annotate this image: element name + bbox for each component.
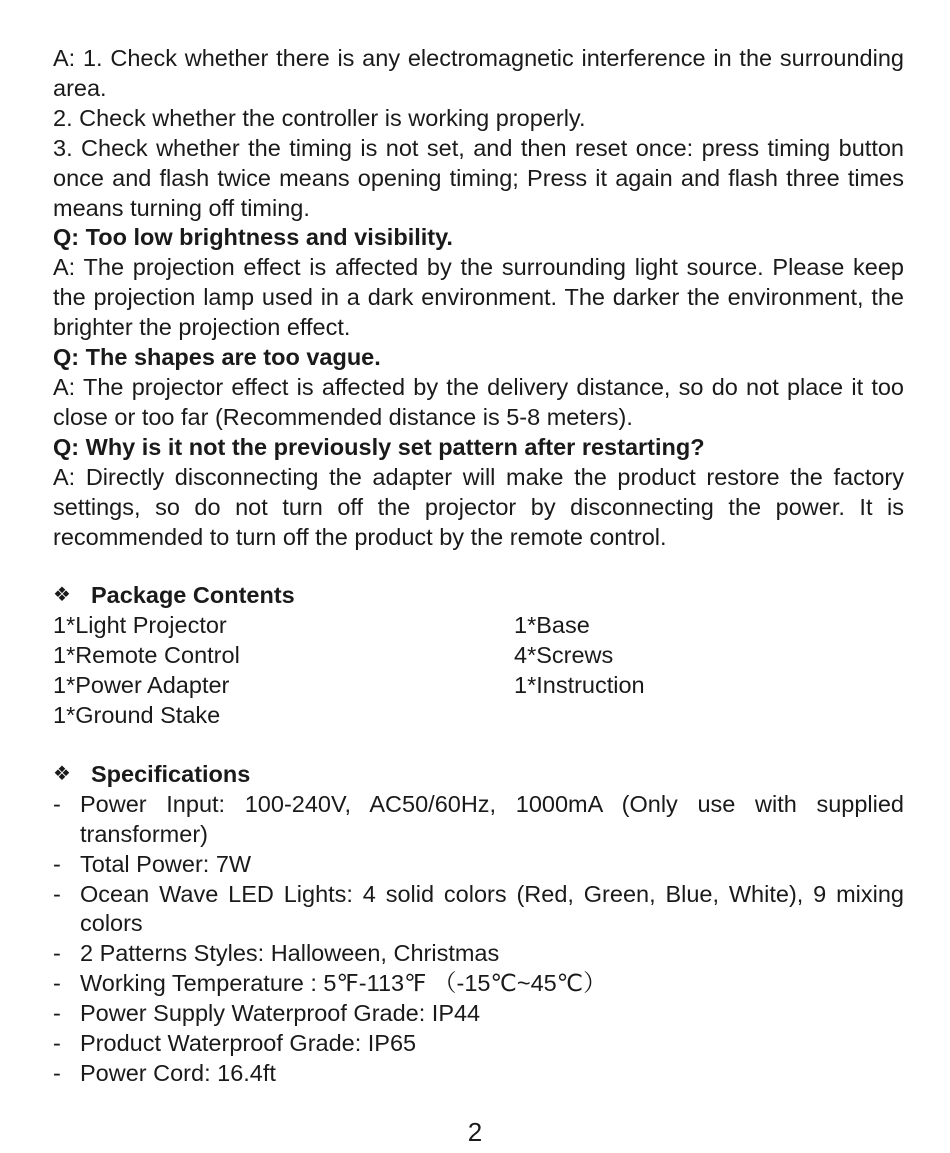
faq-answer-line: A: 1. Check whether there is any electromagnetic interference in the surrounding area. (53, 45, 904, 101)
faq-answer: A: The projector effect is affected by the delivery distance, so do not place it too close or too far (Recommended distance is 5-8 meters). (53, 373, 904, 430)
spec-text: Power Supply Waterproof Grade: IP44 (80, 1000, 481, 1027)
spec-item (53, 880, 904, 940)
spec-item (53, 939, 904, 969)
spec-item (53, 1059, 904, 1089)
page-content (53, 44, 904, 1089)
dash-bullet: - (53, 880, 61, 907)
dash-bullet: - (53, 940, 61, 967)
specifications-title: Specifications (91, 760, 251, 787)
page-number: 2 (467, 1117, 483, 1147)
spec-item (53, 969, 904, 999)
spec-text: Total Power: 7W (80, 850, 252, 877)
package-contents-title: Package Contents (91, 582, 295, 609)
package-contents-list (53, 611, 904, 731)
dash-bullet: - (53, 1030, 61, 1057)
faq-answer: A: The projection effect is affected by the surrounding light source. Please keep the projection lamp used in a dark environment. The darker the environment, the brighter the projection effect. (53, 254, 904, 341)
package-item: 1*Remote Control (53, 642, 240, 669)
package-item: 1*Ground Stake (53, 702, 221, 729)
dash-bullet: - (53, 1060, 61, 1086)
package-contents-heading (53, 581, 904, 611)
package-item: 1*Light Projector (53, 612, 227, 639)
package-item: 1*Base (514, 612, 590, 639)
faq-question: Q: The shapes are too vague. (53, 344, 381, 371)
dash-bullet: - (53, 970, 61, 997)
faq-answer-line: 3. Check whether the timing is not set, and then reset once: press timing button once and flash twice means opening timing; Press it again and flash three times means turning off timing. (53, 134, 904, 221)
faq-question: Q: Why is it not the previously set pattern after restarting? (53, 433, 705, 460)
spec-item (53, 1029, 904, 1059)
dash-bullet: - (53, 790, 61, 817)
diamond-bullet-icon: ❖ (53, 762, 71, 785)
spec-item (53, 850, 904, 880)
faq-question: Q: Too low brightness and visibility. (53, 224, 453, 251)
spec-text: Power Cord: 16.4ft (80, 1060, 276, 1086)
specifications-heading (53, 760, 904, 790)
package-item: 4*Screws (514, 642, 614, 669)
faq-answer: A: Directly disconnecting the adapter will make the product restore the factory settings, so do not turn off the projector by disconnecting the power. It is recommended to turn off the product by the remote control. (53, 463, 904, 550)
faq-answer-line: 2. Check whether the controller is working properly. (53, 104, 586, 131)
dash-bullet: - (53, 1000, 61, 1027)
diamond-bullet-icon: ❖ (53, 584, 71, 607)
spec-text: Power Input: 100-240V, AC50/60Hz, 1000mA (Only use with supplied transformer) (80, 790, 904, 847)
spec-text: Ocean Wave LED Lights: 4 solid colors (Red, Green, Blue, White), 9 mixing colors (80, 880, 904, 937)
spec-text: Product Waterproof Grade: IP65 (80, 1030, 417, 1057)
spec-text: Working Temperature : 5℉-113℉ （-15℃~45℃） (80, 970, 607, 997)
specifications-list (53, 790, 904, 1089)
package-item: 1*Instruction (514, 672, 645, 699)
package-item: 1*Power Adapter (53, 672, 230, 699)
spec-item (53, 790, 904, 850)
dash-bullet: - (53, 850, 61, 877)
spec-item (53, 999, 904, 1029)
spec-text: 2 Patterns Styles: Halloween, Christmas (80, 940, 500, 967)
